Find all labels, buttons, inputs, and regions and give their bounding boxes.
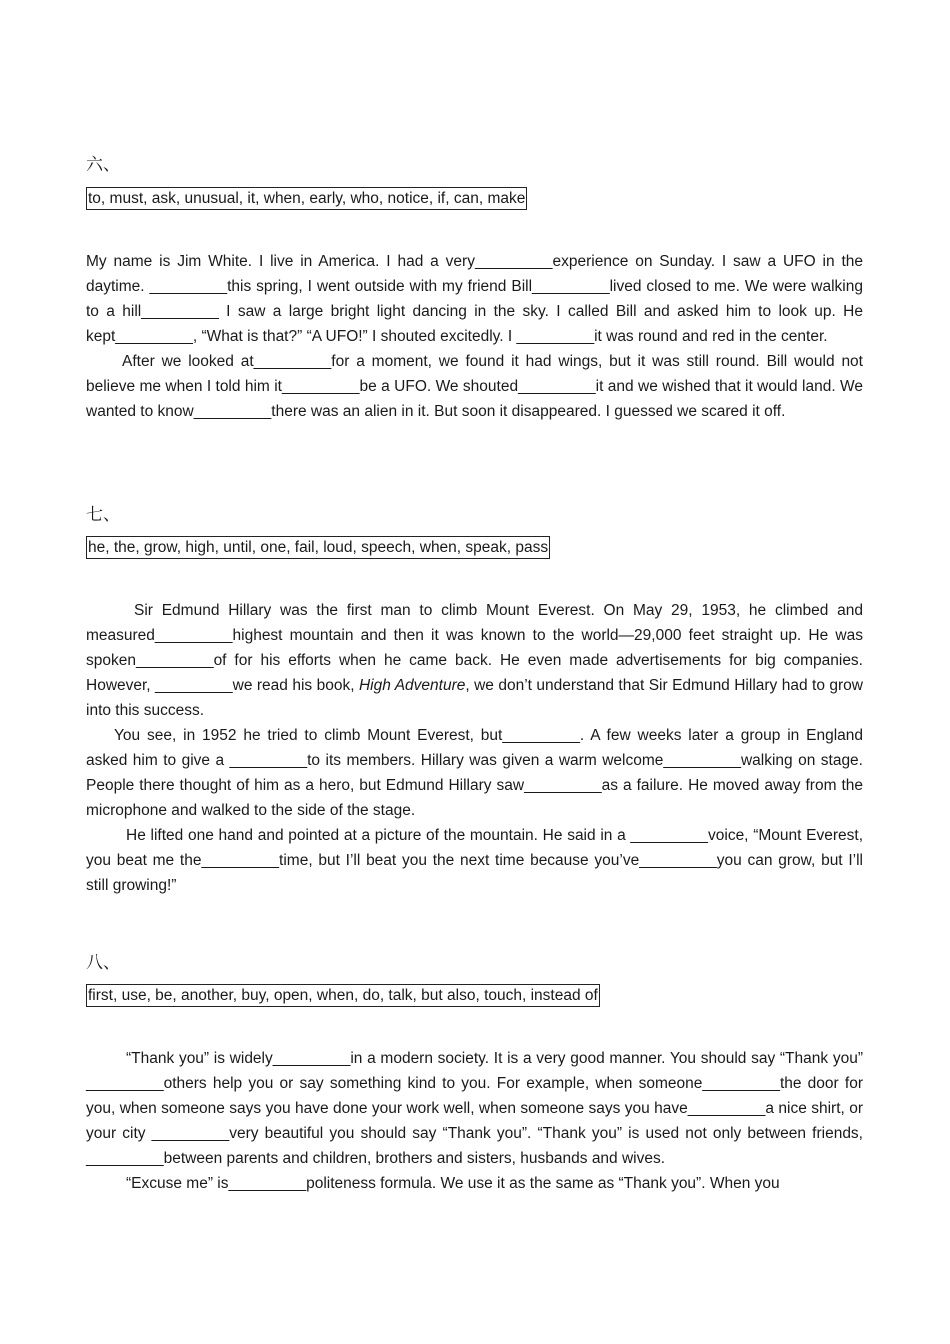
section-8-word-bank: first, use, be, another, buy, open, when, do, talk, but also, touch, instead of — [86, 984, 600, 1007]
section-6-word-bank: to, must, ask, unusual, it, when, early, who, notice, if, can, make — [86, 187, 527, 210]
section-8-title: 八、 — [86, 953, 120, 973]
section-7-word-bank: he, the, grow, high, until, one, fail, loud, speech, when, speak, pass — [86, 536, 550, 559]
section-6-title: 六、 — [86, 155, 120, 175]
section-6-paragraph-1: My name is Jim White. I live in America. I had a very_________experience on Sunday. I saw a UFO in the daytime. _________this spring, I went outside with my friend Bill_________lived closed to me. We were walking to a hill_________ I saw a large bright light dancing in the sky. I called Bill and asked him to look up. He kept_________, “What is that?” “A UFO!” I shouted excitedly. I _________it was round and red in the center. — [86, 253, 863, 345]
section-7-paragraph-2: You see, in 1952 he tried to climb Mount Everest, but_________. A few weeks later a group in England asked him to give a _________to its members. Hillary was given a warm welcome_________walking on stage. People there thought of him as a hero, but Edmund Hillary saw_________as a failure. He moved away from the microphone and walked to the side of the stage. — [86, 727, 863, 819]
section-7-paragraph-3: He lifted one hand and pointed at a picture of the mountain. He said in a _________voice, “Mount Everest, you beat me the_________time, but I’ll beat you the next time because you’ve_________you can grow, but I’ll still growing!” — [86, 827, 863, 894]
section-7-passage — [86, 598, 863, 898]
section-7-paragraph-1-text-a: Sir Edmund Hillary was the first man to climb Mount Everest. On May 29, 1953, he climbed and measured_________highest mountain and then it was known to the world—29,000 feet straight up. He was spoken_________of for his efforts when he came back. He even made advertisements for big companies. However, _________we read his book, — [86, 602, 863, 694]
section-8-paragraph-1: “Thank you” is widely_________in a modern society. It is a very good manner. You should say “Thank you” _________others help you or say something kind to you. For example, when someone_________the door for you, when someone says you have done your work well, when someone says you have_________a nice shirt, or your city _________very beautiful you should say “Thank you”. “Thank you” is used not only between friends, _________between parents and children, brothers and sisters, husbands and wives. — [86, 1050, 863, 1167]
section-7-title: 七、 — [86, 505, 120, 525]
section-7-paragraph-1-text-b: , we don’t understand that Sir Edmund Hillary had to grow into this success. — [86, 677, 863, 719]
section-6-passage — [86, 249, 863, 424]
book-title: High Adventure — [358, 677, 466, 694]
section-6-paragraph-2: After we looked at_________for a moment, we found it had wings, but it was still round. Bill would not believe me when I told him it_________be a UFO. We shouted_________it and we wished that it would land. We wanted to know_________there was an alien in it. But soon it disappeared. I guessed we scared it off. — [86, 353, 863, 420]
section-7-paragraph-1 — [86, 598, 863, 723]
section-8-paragraph-2: “Excuse me” is_________politeness formula. We use it as the same as “Thank you”. When you — [126, 1175, 780, 1192]
section-8-passage — [86, 1046, 863, 1196]
